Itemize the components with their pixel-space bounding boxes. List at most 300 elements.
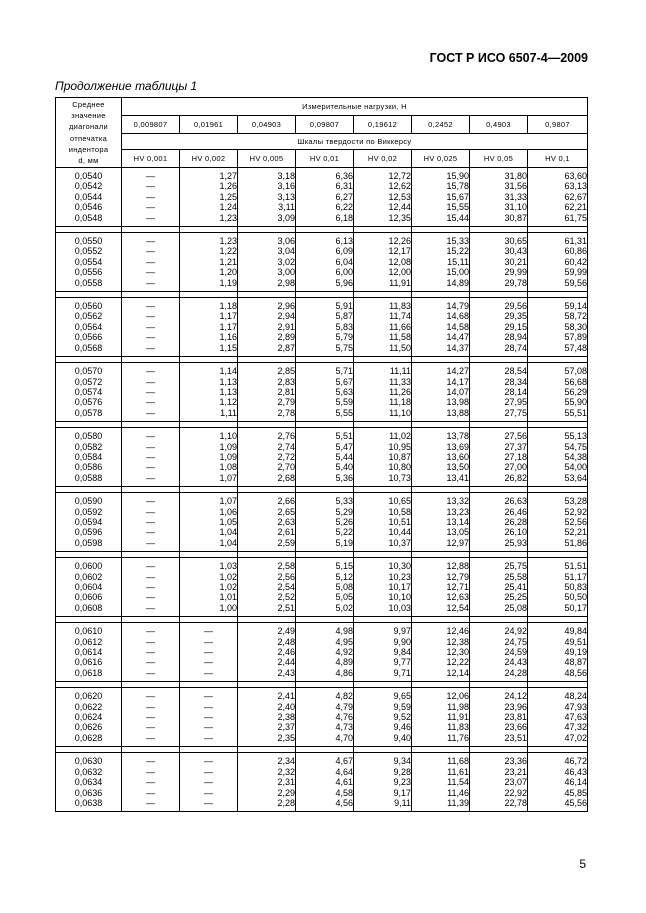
hardness-value: 28,34 (504, 376, 527, 387)
hardness-value: 1,08 (219, 462, 237, 473)
table-row-group (56, 233, 588, 292)
hardness-value: 47,93 (564, 701, 587, 712)
hardness-value: 27,00 (504, 462, 527, 473)
hardness-value: 1,10 (219, 431, 237, 442)
hardness-value: — (146, 797, 155, 808)
hardness-cell (122, 168, 180, 227)
hardness-value: — (146, 202, 155, 213)
hardness-cell (296, 558, 354, 617)
hardness-value: 2,83 (277, 376, 295, 387)
hardness-value: 27,56 (504, 431, 527, 442)
hardness-value: 12,54 (446, 602, 469, 613)
hardness-value: — (146, 376, 155, 387)
hardness-value: 10,65 (388, 496, 411, 507)
hardness-value: — (146, 777, 155, 788)
hardness-cell (296, 493, 354, 552)
hardness-value: 24,28 (504, 667, 527, 678)
hardness-value: 4,98 (335, 626, 353, 637)
hardness-value: 2,34 (277, 756, 295, 767)
hardness-value: 5,83 (335, 321, 353, 332)
hardness-cell (354, 558, 412, 617)
hardness-cell (238, 168, 296, 227)
hardness-value: 9,77 (393, 657, 411, 668)
hardness-value: 4,79 (335, 701, 353, 712)
hardness-cell (122, 298, 180, 357)
hardness-value: 2,37 (277, 722, 295, 733)
hardness-cell (122, 233, 180, 292)
hardness-value: 15,00 (446, 267, 469, 278)
hardness-value: — (146, 246, 155, 257)
scale-header: HV 0,005 (238, 150, 296, 168)
table-caption: Продолжение таблицы 1 (55, 79, 198, 93)
diagonal-value: 0,0540 (74, 171, 103, 181)
hardness-value: 46,14 (564, 777, 587, 788)
hardness-value: 2,66 (277, 496, 295, 507)
hardness-value: 2,52 (277, 592, 295, 603)
hardness-value: — (146, 592, 155, 603)
hardness-cell (412, 558, 470, 617)
diagonal-cell (56, 688, 122, 747)
hardness-value: 23,81 (504, 712, 527, 723)
hardness-value: 12,97 (446, 537, 469, 548)
hardness-value: — (146, 431, 155, 442)
hardness-value: 13,23 (446, 506, 469, 517)
hardness-cell (180, 558, 238, 617)
hardness-value: 2,85 (277, 366, 295, 377)
hardness-value: 1,00 (219, 602, 237, 613)
hardness-value: 24,12 (504, 691, 527, 702)
hardness-value: 3,00 (277, 267, 295, 278)
hardness-value: 55,13 (564, 431, 587, 442)
diagonal-value: 0,0608 (74, 602, 103, 613)
hardness-cell (238, 623, 296, 682)
hardness-cell (528, 363, 588, 422)
hardness-value: 24,92 (504, 626, 527, 637)
hardness-cell (412, 428, 470, 487)
hardness-value: 12,22 (446, 657, 469, 668)
hardness-value: 15,90 (446, 171, 469, 181)
hardness-cell (122, 623, 180, 682)
hardness-value: 2,40 (277, 701, 295, 712)
hardness-value: 58,72 (564, 311, 587, 322)
hardness-value: 2,31 (277, 777, 295, 788)
load-header: 0,19612 (354, 116, 412, 134)
diagonal-value: 0,0586 (74, 462, 103, 473)
hardness-value: 48,24 (564, 691, 587, 702)
hardness-value: — (146, 537, 155, 548)
hardness-cell (180, 428, 238, 487)
hardness-value: 4,82 (335, 691, 353, 702)
hardness-value: 1,14 (219, 366, 237, 377)
hardness-value: 4,61 (335, 777, 353, 788)
hardness-value: 54,75 (564, 441, 587, 452)
diagonal-header-line: диагонали (68, 122, 109, 132)
load-header: 0,4903 (470, 116, 528, 134)
table-row-group (56, 363, 588, 422)
hardness-value: 46,43 (564, 766, 587, 777)
hardness-value: 2,87 (277, 342, 295, 353)
hardness-value: — (146, 311, 155, 322)
hardness-value: 9,17 (393, 787, 411, 798)
hardness-value: 3,06 (277, 236, 295, 247)
hardness-value: — (146, 386, 155, 397)
hardness-value: 14,58 (446, 321, 469, 332)
diagonal-value: 0,0582 (74, 441, 103, 452)
hardness-value: — (146, 256, 155, 267)
hardness-value: 11,18 (389, 397, 411, 408)
hardness-value: 5,67 (335, 376, 353, 387)
hardness-value: 9,28 (393, 766, 411, 777)
diagonal-value: 0,0630 (74, 756, 103, 767)
hardness-value: 10,87 (388, 451, 411, 462)
hardness-value: 58,30 (564, 321, 587, 332)
hardness-value: 11,50 (389, 342, 411, 353)
hardness-value: 14,07 (446, 386, 469, 397)
hardness-value: 5,79 (335, 332, 353, 343)
hardness-value: 2,51 (277, 602, 295, 613)
hardness-value: — (204, 756, 213, 767)
hardness-value: 25,93 (504, 537, 527, 548)
hardness-value: 13,88 (446, 407, 469, 418)
hardness-cell (528, 753, 588, 812)
diagonal-value: 0,0638 (74, 797, 103, 808)
hardness-value: 5,75 (335, 342, 353, 353)
hardness-value: — (204, 701, 213, 712)
diagonal-value: 0,0574 (74, 386, 103, 397)
hardness-value: 50,17 (564, 602, 587, 613)
hardness-value: — (146, 397, 155, 408)
hardness-cell (238, 363, 296, 422)
hardness-value: — (146, 626, 155, 637)
diagonal-value: 0,0570 (74, 366, 103, 377)
hardness-value: 12,44 (388, 202, 411, 213)
diagonal-value: 0,0588 (74, 472, 103, 483)
hardness-value: 1,07 (219, 472, 237, 483)
hardness-cell (354, 168, 412, 227)
hardness-value: 2,63 (277, 516, 295, 527)
hardness-value: — (146, 212, 155, 223)
hardness-value: 11,54 (447, 777, 469, 788)
hardness-cell (470, 363, 528, 422)
diagonal-cell (56, 363, 122, 422)
hardness-value: 63,13 (564, 181, 587, 192)
hardness-value: 12,35 (388, 212, 411, 223)
hardness-value: 30,43 (504, 246, 527, 257)
hardness-value: 29,15 (504, 321, 527, 332)
hardness-value: 45,85 (564, 787, 587, 798)
hardness-value: — (204, 626, 213, 637)
hardness-value: 5,22 (335, 527, 353, 538)
hardness-value: 10,37 (388, 537, 411, 548)
load-header: 0,2452 (412, 116, 470, 134)
hardness-value: 26,63 (504, 496, 527, 507)
hardness-value: 56,29 (564, 386, 587, 397)
scale-header: HV 0,002 (180, 150, 238, 168)
hardness-value: 1,09 (219, 441, 237, 452)
hardness-value: — (146, 571, 155, 582)
hardness-value: 1,20 (219, 267, 237, 278)
hardness-value: 49,19 (564, 647, 587, 658)
hardness-value: — (146, 722, 155, 733)
hardness-value: 50,50 (564, 592, 587, 603)
hardness-value: — (146, 701, 155, 712)
hardness-value: 26,10 (504, 527, 527, 538)
hardness-value: 3,02 (277, 256, 295, 267)
hardness-value: 2,79 (277, 397, 295, 408)
hardness-value: 11,11 (389, 366, 411, 377)
hardness-cell (412, 233, 470, 292)
hardness-cell (354, 233, 412, 292)
hardness-value: 5,71 (335, 366, 353, 377)
table-row-group (56, 688, 588, 747)
hardness-value: — (204, 657, 213, 668)
hardness-value: 27,95 (504, 397, 527, 408)
hardness-value: 13,14 (446, 516, 469, 527)
hardness-value: 1,04 (219, 527, 237, 538)
hardness-value: 1,02 (219, 571, 237, 582)
hardness-value: 2,81 (277, 386, 295, 397)
hardness-value: 23,36 (504, 756, 527, 767)
hardness-value: 24,75 (504, 636, 527, 647)
diagonal-column-header (56, 98, 122, 168)
hardness-cell (180, 363, 238, 422)
hardness-cell (470, 298, 528, 357)
hardness-value: 59,14 (564, 301, 587, 312)
hardness-value: 1,03 (219, 561, 237, 572)
hardness-value: 48,87 (564, 657, 587, 668)
hardness-value: — (146, 647, 155, 658)
diagonal-value: 0,0544 (74, 191, 103, 202)
hardness-cell (354, 428, 412, 487)
diagonal-value: 0,0628 (74, 732, 103, 743)
hardness-cell (238, 558, 296, 617)
hardness-value: 31,33 (504, 191, 527, 202)
diagonal-value: 0,0552 (74, 246, 103, 257)
hardness-value: 2,70 (277, 462, 295, 473)
hardness-value: 1,24 (219, 202, 237, 213)
hardness-value: 12,08 (388, 256, 411, 267)
hardness-value: 4,86 (335, 667, 353, 678)
hardness-cell (296, 623, 354, 682)
diagonal-value: 0,0550 (74, 236, 103, 247)
diagonal-cell (56, 493, 122, 552)
hardness-value: 23,66 (504, 722, 527, 733)
hardness-value: 12,14 (446, 667, 469, 678)
hardness-value: 12,26 (388, 236, 411, 247)
hardness-value: 2,56 (277, 571, 295, 582)
hardness-value: 1,09 (219, 451, 237, 462)
diagonal-header-line: значение (71, 111, 106, 121)
diagonal-cell (56, 753, 122, 812)
hardness-value: 4,76 (335, 712, 353, 723)
hardness-value: 5,44 (335, 451, 353, 462)
hardness-cell (238, 688, 296, 747)
hardness-value: 54,38 (564, 451, 587, 462)
table-row-group (56, 623, 588, 682)
hardness-cell (180, 493, 238, 552)
hardness-value: 59,56 (564, 277, 587, 288)
hardness-value: 57,48 (564, 342, 587, 353)
hardness-value: 1,02 (219, 582, 237, 592)
hardness-value: 25,08 (504, 602, 527, 613)
hardness-value: — (146, 321, 155, 332)
hardness-cell (412, 493, 470, 552)
hardness-value: 15,11 (447, 256, 469, 267)
hardness-value: 29,35 (504, 311, 527, 322)
hardness-cell (354, 753, 412, 812)
diagonal-header-line: отпечатка (69, 133, 108, 143)
hardness-cell (470, 688, 528, 747)
hardness-value: 31,10 (504, 202, 527, 213)
hardness-value: 1,18 (219, 301, 237, 312)
hardness-value: 60,86 (564, 246, 587, 257)
hardness-value: 2,96 (277, 301, 295, 312)
hardness-cell (412, 623, 470, 682)
hardness-value: 15,78 (446, 181, 469, 192)
hardness-value: — (146, 277, 155, 288)
table-row-group (56, 298, 588, 357)
hardness-value: — (204, 766, 213, 777)
hardness-value: 1,01 (219, 592, 237, 603)
hardness-value: 12,17 (388, 246, 411, 257)
diagonal-value: 0,0572 (74, 376, 103, 387)
hardness-value: 2,48 (277, 636, 295, 647)
hardness-cell (412, 363, 470, 422)
hardness-value: — (146, 171, 155, 181)
hardness-value: 53,28 (564, 496, 587, 507)
hardness-value: 11,74 (389, 311, 411, 322)
hardness-value: 11,98 (447, 701, 469, 712)
hardness-cell (238, 753, 296, 812)
diagonal-value: 0,0612 (74, 636, 103, 647)
hardness-value: 6,36 (335, 171, 353, 181)
hardness-table (55, 97, 588, 812)
hardness-cell (354, 493, 412, 552)
diagonal-value: 0,0622 (74, 701, 103, 712)
hardness-value: 13,41 (446, 472, 469, 483)
hardness-value: 62,67 (564, 191, 587, 202)
hardness-value: 59,99 (564, 267, 587, 278)
hardness-value: — (204, 691, 213, 702)
hardness-value: 1,12 (219, 397, 237, 408)
hardness-cell (528, 493, 588, 552)
hardness-cell (412, 688, 470, 747)
hardness-value: 6,00 (335, 267, 353, 278)
hardness-value: 6,13 (335, 236, 353, 247)
diagonal-value: 0,0616 (74, 657, 103, 668)
diagonal-value: 0,0548 (74, 212, 103, 223)
hardness-value: 2,58 (277, 561, 295, 572)
hardness-value: 57,08 (564, 366, 587, 377)
hardness-value: 13,98 (446, 397, 469, 408)
hardness-cell (122, 753, 180, 812)
hardness-cell (122, 363, 180, 422)
hardness-value: 12,06 (446, 691, 469, 702)
hardness-value: 11,10 (389, 407, 411, 418)
hardness-value: 9,84 (393, 647, 411, 658)
hardness-value: 6,09 (335, 246, 353, 257)
hardness-value: 30,87 (504, 212, 527, 223)
hardness-value: 11,26 (389, 386, 411, 397)
scale-header: HV 0,001 (122, 150, 180, 168)
hardness-cell (528, 233, 588, 292)
diagonal-value: 0,0564 (74, 321, 103, 332)
hardness-cell (122, 688, 180, 747)
hardness-cell (470, 623, 528, 682)
hardness-cell (122, 558, 180, 617)
hardness-value: 11,68 (447, 756, 469, 767)
hardness-value: 10,73 (388, 472, 411, 483)
hardness-value: 26,28 (504, 516, 527, 527)
diagonal-value: 0,0618 (74, 667, 103, 678)
diagonal-value: 0,0606 (74, 592, 103, 603)
hardness-value: 2,44 (277, 657, 295, 668)
hardness-value: 50,83 (564, 582, 587, 592)
hardness-cell (238, 428, 296, 487)
hardness-value: 1,15 (219, 342, 237, 353)
hardness-value: — (146, 181, 155, 192)
hardness-value: 10,17 (388, 582, 411, 592)
hardness-value: 2,28 (277, 797, 295, 808)
hardness-value: 11,83 (447, 722, 469, 733)
hardness-value: — (146, 267, 155, 278)
hardness-value: 5,91 (335, 301, 353, 312)
diagonal-value: 0,0596 (74, 527, 103, 538)
hardness-cell (238, 298, 296, 357)
hardness-value: 47,02 (564, 732, 587, 743)
table-row-group (56, 168, 588, 227)
hardness-cell (354, 623, 412, 682)
hardness-value: 25,75 (504, 561, 527, 572)
hardness-value: 2,32 (277, 766, 295, 777)
hardness-value: — (146, 667, 155, 678)
hardness-cell (296, 233, 354, 292)
hardness-value: 14,27 (446, 366, 469, 377)
diagonal-value: 0,0576 (74, 397, 103, 408)
hardness-value: 11,91 (389, 277, 411, 288)
diagonal-value: 0,0634 (74, 777, 103, 788)
hardness-value: 13,32 (446, 496, 469, 507)
hardness-value: 26,46 (504, 506, 527, 517)
hardness-cell (470, 753, 528, 812)
hardness-value: 23,21 (504, 766, 527, 777)
hardness-value: 12,62 (388, 181, 411, 192)
hardness-value: 6,04 (335, 256, 353, 267)
hardness-value: 25,58 (504, 571, 527, 582)
hardness-value: 1,05 (219, 516, 237, 527)
hardness-value: 2,46 (277, 647, 295, 658)
hardness-value: 4,73 (335, 722, 353, 733)
diagonal-header-line: Среднее (72, 99, 105, 109)
hardness-cell (122, 428, 180, 487)
hardness-value: 5,15 (335, 561, 353, 572)
hardness-value: 5,08 (335, 582, 353, 592)
hardness-value: 1,11 (220, 407, 237, 418)
hardness-value: 2,59 (277, 537, 295, 548)
hardness-value: 12,88 (446, 561, 469, 572)
hardness-value: 4,89 (335, 657, 353, 668)
hardness-value: 5,02 (335, 602, 353, 613)
hardness-value: 5,59 (335, 397, 353, 408)
diagonal-value: 0,0556 (74, 267, 103, 278)
hardness-value: 10,58 (388, 506, 411, 517)
hardness-value: 6,31 (335, 181, 353, 192)
hardness-value: 2,74 (277, 441, 295, 452)
hardness-value: 1,04 (219, 537, 237, 548)
hardness-value: 14,17 (446, 376, 469, 387)
hardness-value: 25,25 (504, 592, 527, 603)
hardness-value: 5,29 (335, 506, 353, 517)
